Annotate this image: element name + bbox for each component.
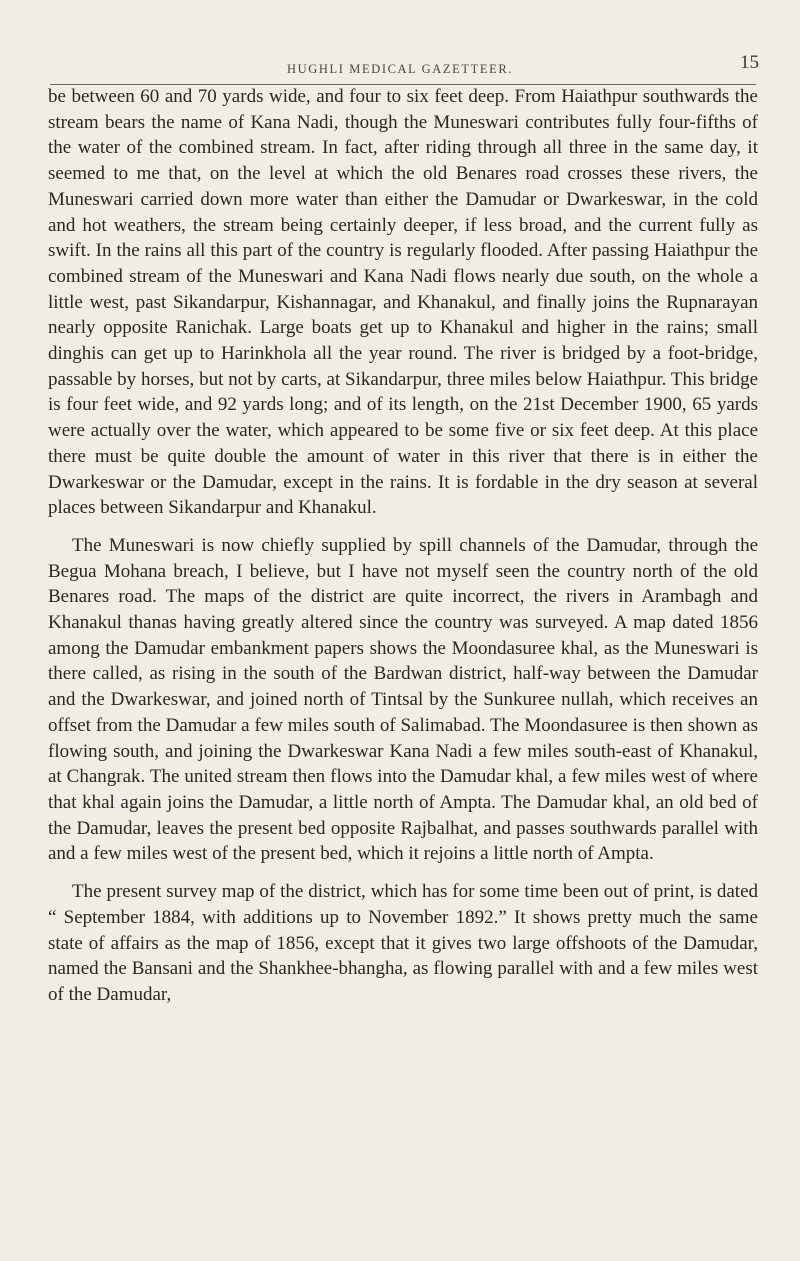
body-text (48, 84, 758, 1020)
paragraph-3: The present survey map of the district, which has for some time been out of print, is dated “ September 1884, with additions up to November 1892.” It shows pretty much the same state of affairs as the map of 1856, except that it gives two large offshoots of the Damudar, named the Bansani and the Shankhee-bhangha, as flowing parallel with and a few miles west of the Damudar, (48, 881, 758, 1005)
paragraph-2: The Muneswari is now chiefly supplied by spill channels of the Damudar, through the Begua Mohana breach, I believe, but I have not myself seen the country north of the old Benares road. The maps of the district are quite incorrect, the rivers in Arambagh and Khanakul thanas having greatly altered since the country was surveyed. A map dated 1856 among the Damudar embankment papers shows the Moondasuree khal, as the Muneswari is there called, as rising in the south of the Bardwan district, half-way between the Damudar and the Dwarkeswar, and joined north of Tintsal by the Sunkuree nullah, which receives an offset from the Damudar a few miles south of Salimabad. The Moondasuree is then shown as flowing south, and joining the Dwarkeswar Kana Nadi a few miles south-east of Khanakul, at Changrak. The united stream then flows into the Damudar khal, a few miles west of where that khal again joins the Damudar, a little north of Ampta. The Damudar khal, an old bed of the Damudar, leaves the present bed opposite Rajbalhat, and passes southwards parallel with and a few miles west of the present bed, which it rejoins a little north of Ampta. (48, 534, 758, 865)
running-title: HUGHLI MEDICAL GAZETTEER. (287, 62, 513, 76)
paragraph-1: be between 60 and 70 yards wide, and four to six feet deep. From Haiathpur southwards the stream bears the name of Kana Nadi, though the Muneswari contributes fully four-fifths of the water of the combined stream. In fact, after riding through all three in the same day, it seemed to me that, on the level at which the old Benares road crosses these rivers, the Muneswari carried down more water than either the Damudar or Dwarkeswar, in the cold and hot weathers, the stream being certainly deeper, if less broad, and the current fully as swift. In the rains all this part of the country is regularly flooded. After passing Haiathpur the combined stream of the Muneswari and Kana Nadi flows nearly due south, on the whole a little west, past Sikandarpur, Kishannagar, and Khanakul, and finally joins the Rupnarayan nearly opposite Ranichak. Large boats get up to Khanakul and higher in the rains; small dinghis can get up to Harinkhola all the year round. The river is bridged by a foot-bridge, passable by horses, but not by carts, at Sikandarpur, three miles below Haiathpur. This bridge is four feet wide, and 92 yards long; and of its length, on the 21st December 1900, 65 yards were actually over the water, which appeared to be some five or six feet deep. At this place there must be quite double the amount of water in this river that there is in either the Dwarkeswar or the Damudar, except in the rains. It is fordable in the dry season at several places between Sikandarpur and Khanakul. (48, 86, 758, 519)
page-number: 15 (740, 52, 759, 73)
